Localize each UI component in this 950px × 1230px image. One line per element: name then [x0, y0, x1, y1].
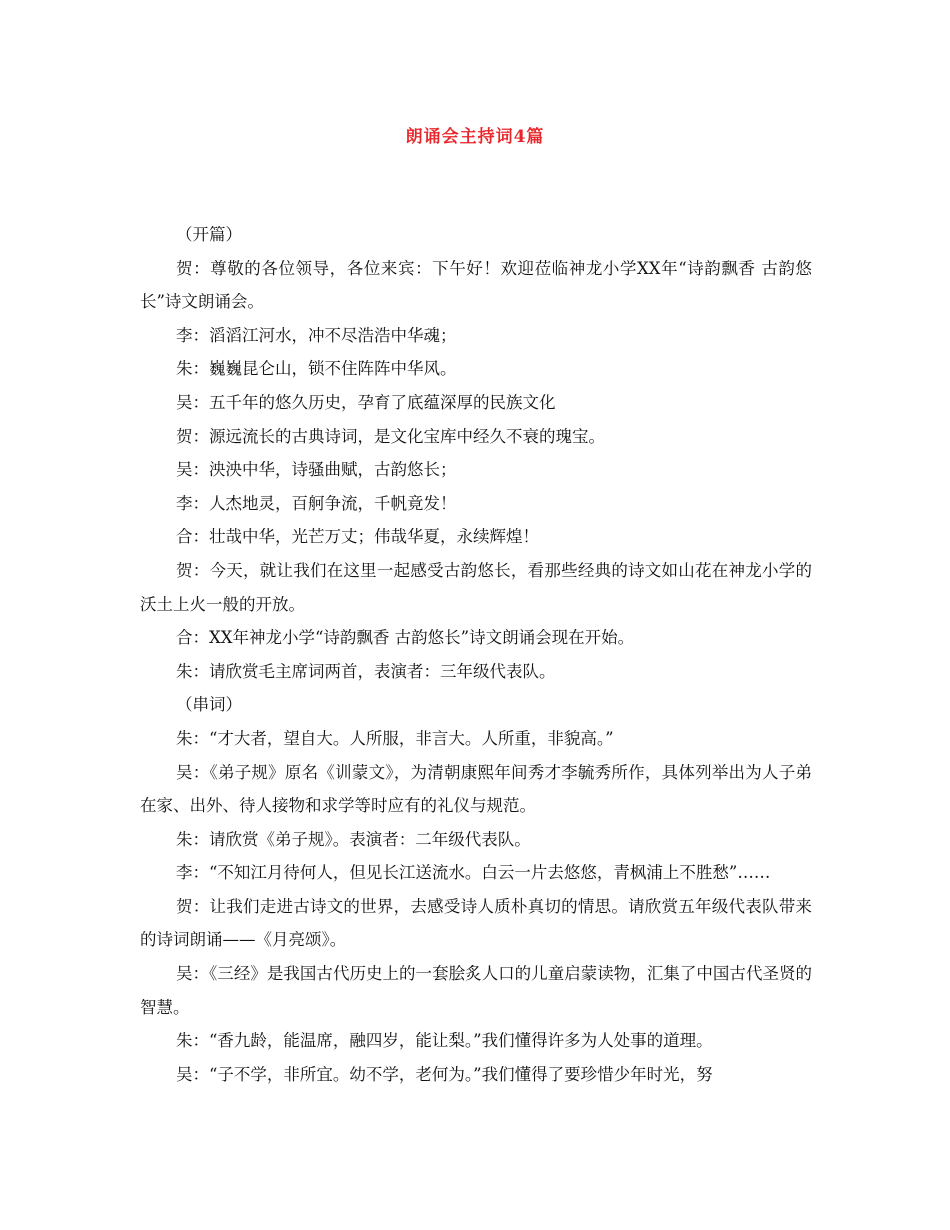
paragraph: 贺：尊敬的各位领导，各位来宾：下午好！欢迎莅临神龙小学XX年“诗韵飘香 古韵悠长”诗文朗诵会。: [140, 258, 812, 312]
paragraph: 吴：“子不学，非所宜。幼不学，老何为。”我们懂得了要珍惜少年时光，努: [176, 1064, 713, 1084]
paragraph: 合：XX年神龙小学“诗韵飘香 古韵悠长”诗文朗诵会现在开始。: [176, 628, 635, 648]
paragraph: 合：壮哉中华，光芒万丈；伟哉华夏，永续辉煌！: [176, 527, 539, 547]
paragraph: 李：“不知江月待何人，但见长江送流水。白云一片去悠悠，青枫浦上不胜愁”……: [176, 863, 771, 883]
paragraph: 吴：五千年的悠久历史，孕育了底蕴深厚的民族文化: [176, 392, 556, 412]
paragraph: 贺：源远流长的古典诗词，是文化宝库中经久不衰的瑰宝。: [176, 426, 605, 446]
paragraph: 贺：让我们走进古诗文的世界，去感受诗人质朴真切的情思。请欣赏五年级代表队带来的诗词朗诵——《月亮颂》。: [140, 896, 812, 950]
paragraph: 朱：“才大者，望自大。人所服，非言大。人所重，非貌高。”: [176, 728, 614, 748]
paragraph: 朱：请欣赏《弟子规》。表演者：二年级代表队。: [176, 829, 531, 849]
document-title: 朗诵会主持词4篇: [405, 127, 545, 147]
paragraph: （串词）: [176, 695, 242, 715]
document-body: [140, 218, 812, 1091]
paragraph: 李：滔滔江河水，冲不尽浩浩中华魂；: [176, 325, 457, 345]
paragraph: 朱：巍巍昆仑山，锁不住阵阵中华风。: [176, 359, 457, 379]
paragraph: 吴：泱泱中华，诗骚曲赋，古韵悠长；: [176, 460, 457, 480]
paragraph: （开篇）: [176, 225, 242, 244]
paragraph: 朱：“香九龄，能温席，融四岁，能让梨。”我们懂得许多为人处事的道理。: [176, 1031, 713, 1051]
paragraph: 朱：请欣赏毛主席词两首，表演者：三年级代表队。: [176, 661, 556, 681]
paragraph: 李：人杰地灵，百舸争流，千帆竟发！: [176, 493, 457, 513]
paragraph: 吴：《弟子规》原名《训蒙文》，为清朝康熙年间秀才李毓秀所作，具体列举出为人子弟在家、出外、待人接物和求学等时应有的礼仪与规范。: [140, 762, 812, 816]
paragraph: 吴：《三经》是我国古代历史上的一套脍炙人口的儿童启蒙读物，汇集了中国古代圣贤的智慧。: [140, 964, 812, 1017]
paragraph: 贺：今天，就让我们在这里一起感受古韵悠长，看那些经典的诗文如山花在神龙小学的沃土上火一般的开放。: [140, 560, 812, 614]
